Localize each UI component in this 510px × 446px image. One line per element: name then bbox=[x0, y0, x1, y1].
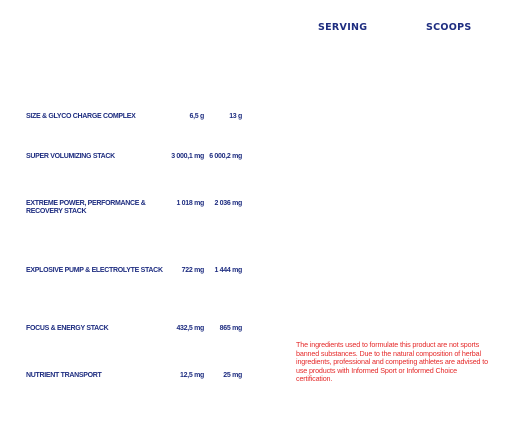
serving-amount: 3 000,1 mg bbox=[171, 153, 204, 160]
table-row bbox=[0, 325, 250, 349]
scoops-amount: 865 mg bbox=[219, 325, 242, 332]
serving-column-header: SERVING bbox=[318, 22, 368, 33]
table-row bbox=[0, 200, 250, 224]
table-row bbox=[0, 153, 250, 177]
scoops-amount: 13 g bbox=[229, 113, 242, 120]
scoops-amount: 2 036 mg bbox=[214, 200, 242, 207]
scoops-amount: 6 000,2 mg bbox=[209, 153, 242, 160]
serving-amount: 432,5 mg bbox=[176, 325, 204, 332]
serving-amount: 12,5 mg bbox=[180, 372, 204, 379]
scoops-amount: 25 mg bbox=[223, 372, 242, 379]
table-row bbox=[0, 267, 250, 291]
scoops-amount: 1 444 mg bbox=[214, 267, 242, 274]
scoops-column-header: SCOOPS bbox=[426, 22, 472, 33]
table-row bbox=[0, 113, 250, 137]
serving-amount: 6,5 g bbox=[189, 113, 204, 120]
ingredient-name: NUTRIENT TRANSPORT bbox=[26, 372, 102, 379]
ingredient-name: EXTREME POWER, PERFORMANCE & RECOVERY STACK bbox=[26, 200, 146, 215]
ingredient-name: SUPER VOLUMIZING STACK bbox=[26, 153, 115, 160]
serving-amount: 1 018 mg bbox=[176, 200, 204, 207]
ingredient-name: SIZE & GLYCO CHARGE COMPLEX bbox=[26, 113, 136, 120]
ingredient-name: EXPLOSIVE PUMP & ELECTROLYTE STACK bbox=[26, 267, 163, 274]
table-row bbox=[0, 372, 250, 396]
banned-substances-notice: The ingredients used to formulate this product are not sports banned substances. Due to the natural composition of herbal ingredients, professional and competing athletes are advised to use products with Informed Sport or Informed Choice certification. bbox=[296, 340, 488, 384]
serving-amount: 722 mg bbox=[181, 267, 204, 274]
ingredient-name: FOCUS & ENERGY STACK bbox=[26, 325, 109, 332]
